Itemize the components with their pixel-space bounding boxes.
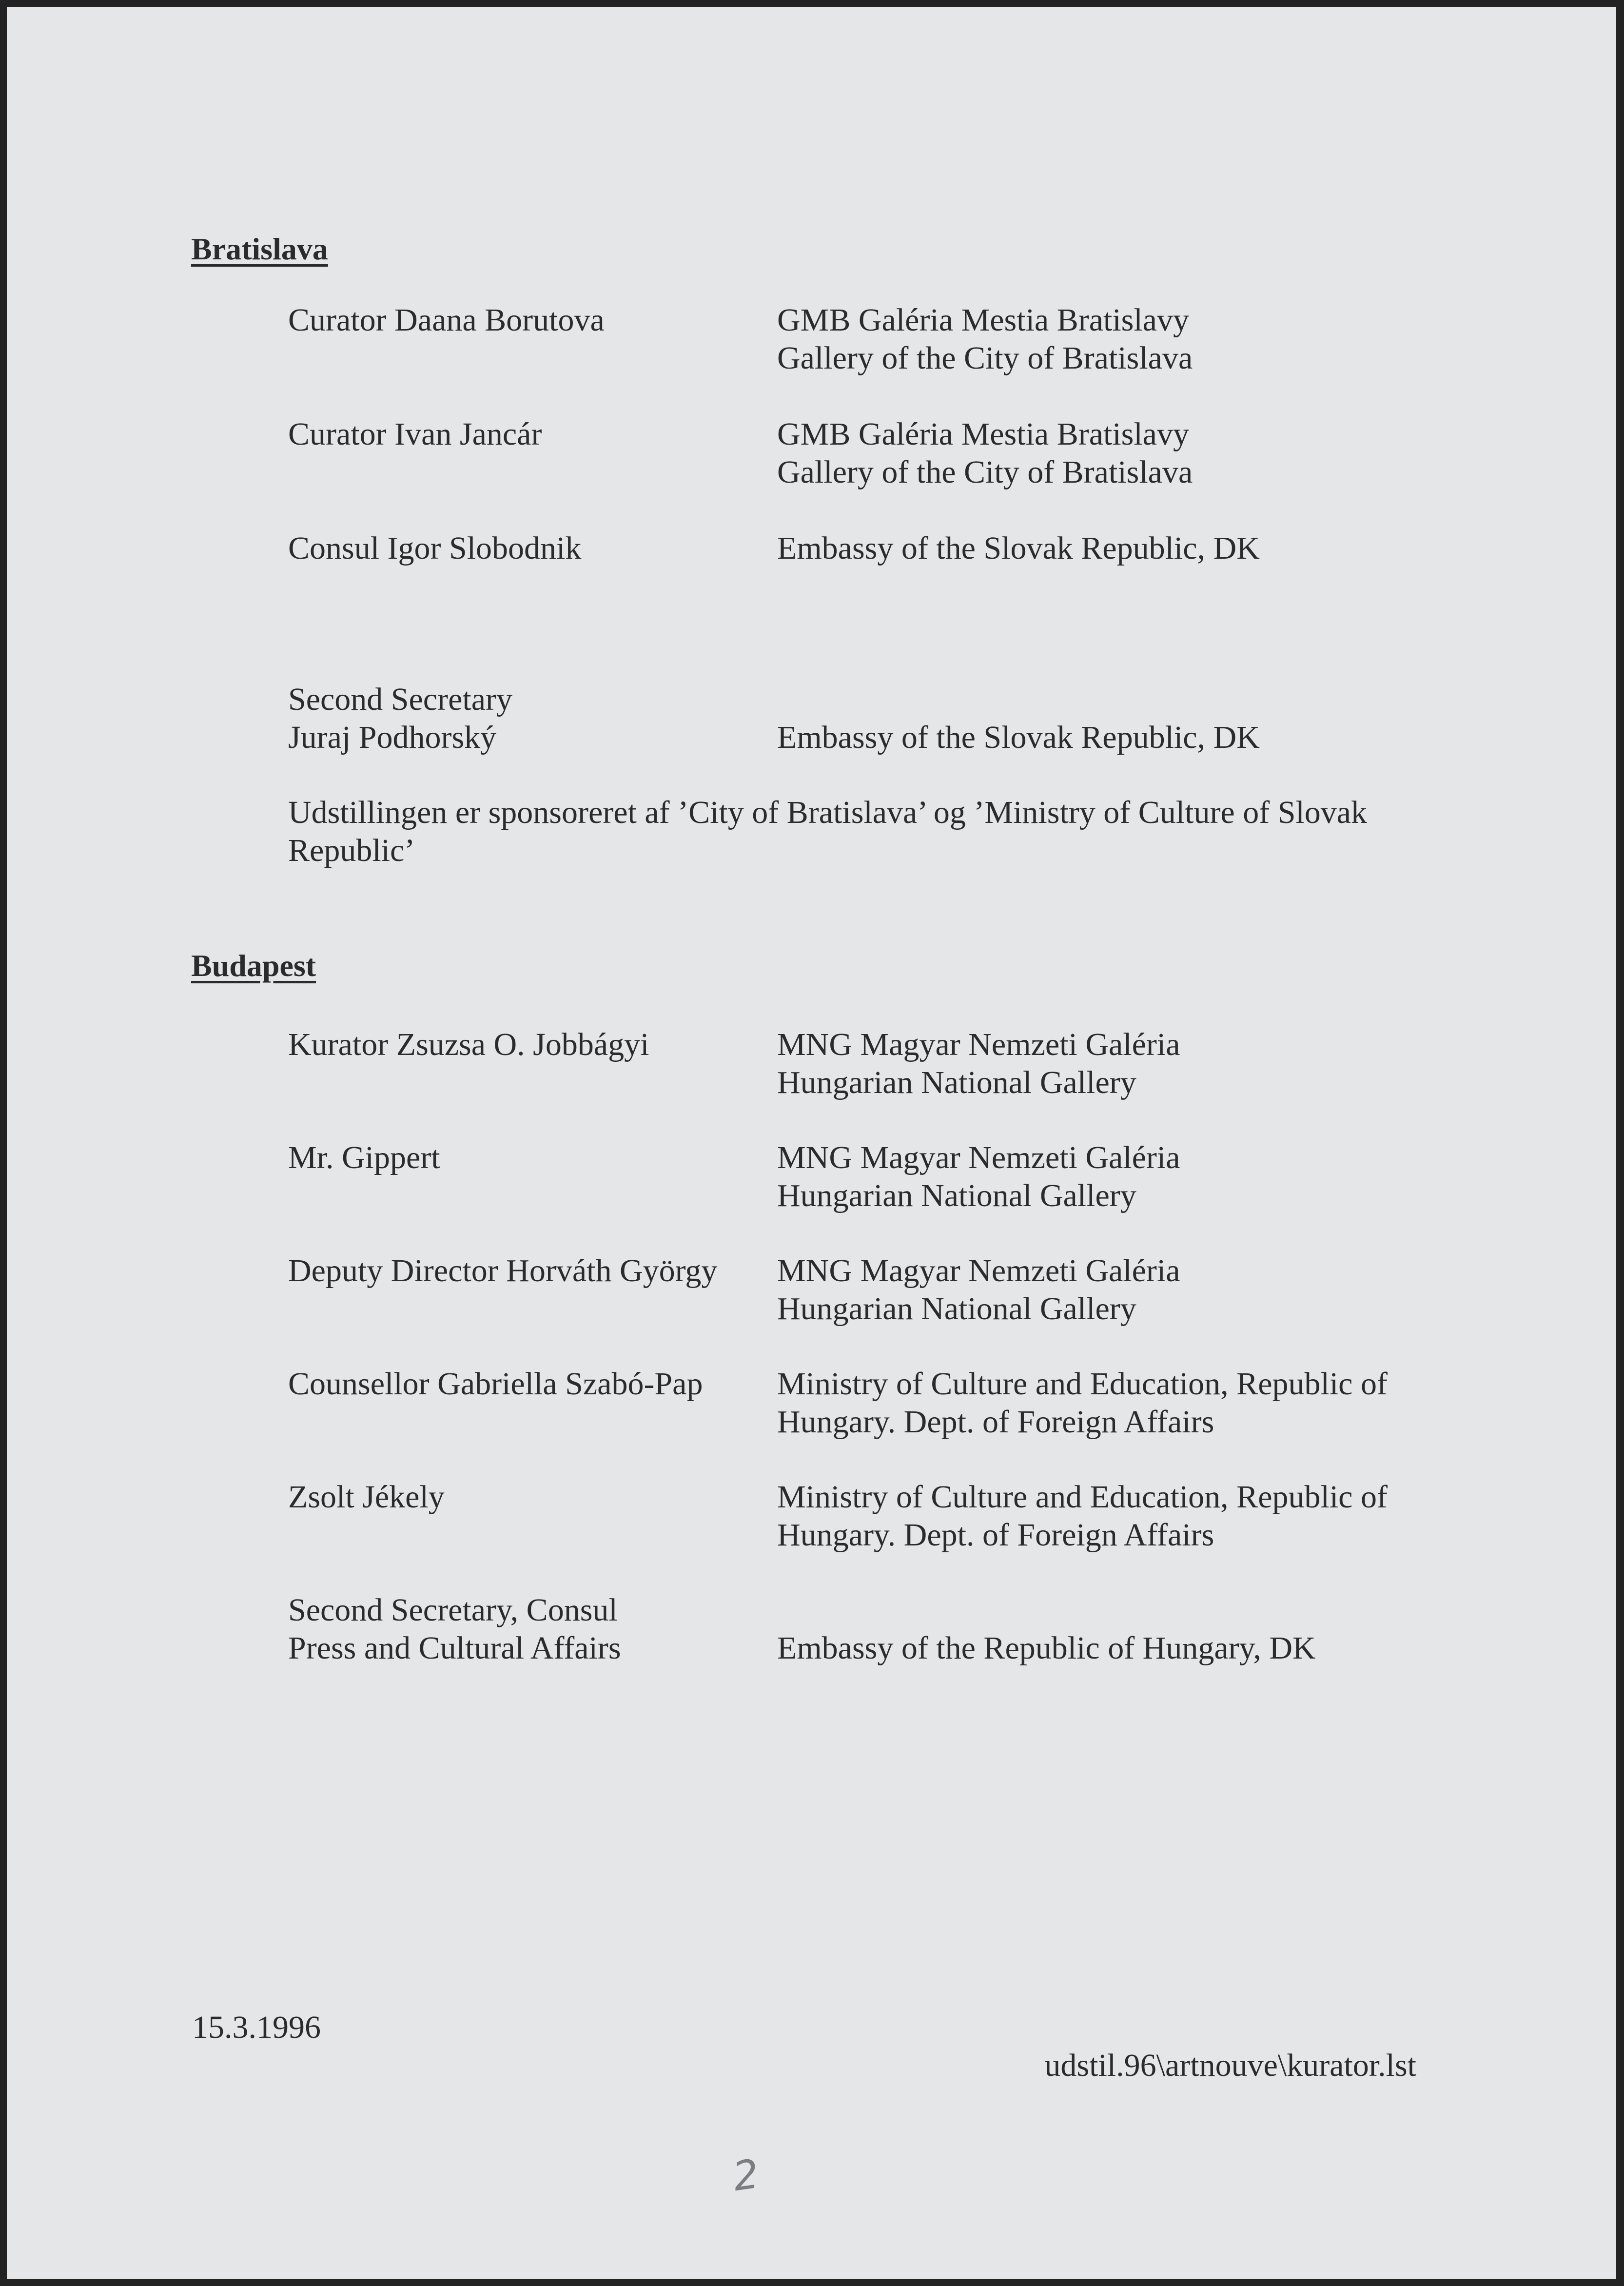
entry-organization [777, 1591, 1460, 1667]
entry-row [7, 1591, 1616, 1669]
entry-name [288, 1365, 766, 1403]
org-line: Hungary. Dept. of Foreign Affairs [777, 1404, 1214, 1440]
entry-name [288, 1139, 766, 1177]
entry-row [7, 1365, 1616, 1443]
entry-organization [777, 1139, 1460, 1215]
org-line [777, 681, 1460, 719]
file-path: udstil.96\artnouve\kurator.lst [1044, 2048, 1416, 2083]
entry-row [7, 529, 1616, 607]
org-line: Embassy of the Slovak Republic, DK [777, 530, 1260, 566]
entry-organization [777, 1365, 1460, 1441]
sponsor-note [288, 794, 1458, 870]
org-line: Hungary. Dept. of Foreign Affairs [777, 1517, 1214, 1553]
entry-row [7, 301, 1616, 379]
org-line: MNG Magyar Nemzeti Galéria [777, 1140, 1180, 1175]
entry-row [7, 1026, 1616, 1104]
entry-organization [777, 1478, 1460, 1554]
entry-organization [777, 1252, 1460, 1328]
name-line: Press and Cultural Affairs [288, 1630, 621, 1666]
name-line: Curator Ivan Jancár [288, 416, 542, 452]
name-line: Juraj Podhorský [288, 720, 497, 755]
name-line: Second Secretary, Consul [288, 1592, 618, 1628]
org-line: Hungarian National Gallery [777, 1178, 1136, 1213]
name-line: Consul Igor Slobodnik [288, 530, 582, 566]
sponsor-line: Republic’ [288, 833, 415, 868]
entry-name [288, 681, 766, 757]
org-line: Hungarian National Gallery [777, 1291, 1136, 1327]
entry-row [7, 415, 1616, 493]
name-line: Mr. Gippert [288, 1140, 440, 1175]
section-heading-budapest: Budapest [191, 948, 316, 983]
org-line: MNG Magyar Nemzeti Galéria [777, 1027, 1180, 1062]
entry-name [288, 1478, 766, 1516]
org-line: Embassy of the Slovak Republic, DK [777, 720, 1260, 755]
name-line: Counsellor Gabriella Szabó-Pap [288, 1366, 703, 1402]
entry-organization [777, 1026, 1460, 1102]
org-line: GMB Galéria Mestia Bratislavy [777, 416, 1189, 452]
entry-name [288, 415, 766, 453]
name-line: Deputy Director Horváth György [288, 1253, 718, 1289]
org-line: Ministry of Culture and Education, Republic of [777, 1366, 1388, 1402]
entry-row [7, 681, 1616, 759]
name-line: Second Secretary [288, 682, 512, 717]
org-line: MNG Magyar Nemzeti Galéria [777, 1253, 1180, 1289]
entry-name [288, 301, 766, 339]
entry-name [288, 529, 766, 567]
org-line: Ministry of Culture and Education, Republic of [777, 1479, 1388, 1515]
name-line: Kurator Zsuzsa O. Jobbágyi [288, 1027, 649, 1062]
handwritten-page-number: 2 [730, 2150, 762, 2201]
entry-name [288, 1252, 766, 1290]
org-line: Gallery of the City of Bratislava [777, 340, 1193, 376]
name-line: Zsolt Jékely [288, 1479, 445, 1515]
org-line: Hungarian National Gallery [777, 1065, 1136, 1100]
entry-row [7, 1252, 1616, 1330]
entry-row [7, 1478, 1616, 1556]
org-line: Gallery of the City of Bratislava [777, 454, 1193, 490]
sponsor-line: Udstillingen er sponsoreret af ’City of Bratislava’ og ’Ministry of Culture of Slovak [288, 795, 1368, 830]
document-date: 15.3.1996 [192, 2010, 321, 2045]
entry-organization [777, 301, 1460, 377]
entry-name [288, 1026, 766, 1064]
document-page [7, 7, 1616, 2279]
entry-name [288, 1591, 766, 1667]
name-line: Curator Daana Borutova [288, 302, 605, 338]
entry-organization [777, 415, 1460, 491]
entry-organization [777, 681, 1460, 757]
section-heading-bratislava: Bratislava [191, 232, 328, 266]
org-line: GMB Galéria Mestia Bratislavy [777, 302, 1189, 338]
org-line: Embassy of the Republic of Hungary, DK [777, 1630, 1316, 1666]
entry-organization [777, 529, 1460, 567]
entry-row [7, 1139, 1616, 1217]
org-line [777, 1591, 1460, 1629]
